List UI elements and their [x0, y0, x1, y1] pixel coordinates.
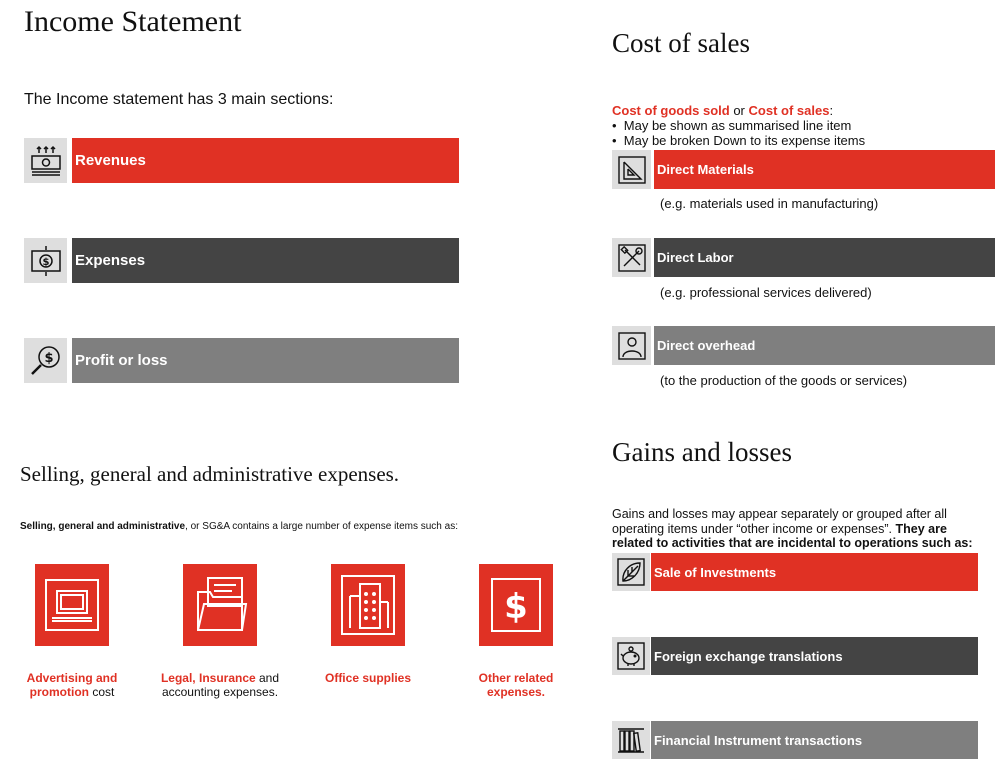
cost-of-sales-description: [612, 103, 997, 148]
gains-title: Gains and losses: [612, 437, 792, 467]
computer-icon: [35, 564, 109, 646]
folder-icon: [183, 564, 257, 646]
tools-icon: [612, 238, 651, 277]
dollar-icon: [479, 564, 553, 646]
sga-title: Selling, general and administrative expenses.: [20, 462, 400, 486]
sga-description-rest: , or SG&A contains a large number of expense items such as:: [185, 521, 458, 532]
page-title: Income Statement: [24, 5, 242, 38]
income-intro: The Income statement has 3 main sections:: [24, 91, 334, 108]
sga-caption-advertising: [20, 671, 124, 699]
cost-bar-direct-overhead: [654, 326, 995, 365]
cost-bar-direct-materials: [654, 150, 995, 189]
cogs-term: Cost of goods sold: [612, 103, 730, 118]
cost-of-sales-title: Cost of sales: [612, 28, 750, 58]
books-icon: [612, 721, 650, 759]
sga-caption-rest: cost: [88, 685, 115, 699]
sga-caption-highlight: Legal, Insurance: [160, 671, 256, 685]
money-bill-icon: [24, 238, 67, 283]
gains-item-label: Financial Instrument transactions: [654, 732, 863, 748]
cost-item-label: Direct overhead: [657, 338, 756, 353]
cost-bar-direct-labor: [654, 238, 995, 277]
cost-item-label: Direct Labor: [657, 250, 734, 265]
or-text: or: [729, 103, 749, 118]
cost-item-label: Direct Materials: [657, 162, 754, 177]
svg-text:$: $: [504, 587, 528, 627]
gains-item-label: Foreign exchange translations: [654, 648, 843, 664]
section-label: Expenses: [75, 252, 146, 269]
person-icon: [612, 326, 651, 365]
svg-text:$: $: [42, 256, 49, 268]
section-label: Revenues: [75, 152, 146, 169]
sga-description: [20, 521, 458, 532]
gains-bar-financial-instrument: [651, 721, 978, 759]
colon-text: :: [829, 103, 834, 118]
section-bar-profit-or-loss: [72, 338, 459, 383]
piggy-bank-icon: [612, 637, 650, 675]
cost-item-caption: (e.g. professional services delivered): [660, 285, 872, 300]
sga-term: Selling, general and administrative: [20, 521, 186, 532]
gains-bar-foreign-exchange: [651, 637, 978, 675]
cost-item-caption: (e.g. materials used in manufacturing): [660, 196, 879, 211]
svg-text:$: $: [43, 350, 54, 366]
cost-of-sales-term: Cost of sales: [748, 103, 830, 118]
money-stack-icon: [24, 138, 67, 183]
sga-caption-office: [318, 671, 418, 685]
bullet-item: • May be shown as summarised line item: [612, 118, 997, 133]
gains-description-text: Gains and losses may appear separately or grouped after all operating items under “other income or expenses”.: [612, 507, 947, 536]
magnifier-dollar-icon: [24, 338, 67, 383]
section-label: Profit or loss: [75, 352, 168, 369]
triangle-ruler-icon: [612, 150, 651, 189]
sga-caption-other: [476, 671, 556, 699]
gains-description-bold: They are related to activities that are incidental to operations such as:: [612, 521, 973, 550]
sga-caption-highlight: Other related expenses.: [478, 671, 554, 699]
bullet-item: • May be broken Down to its expense items: [612, 133, 997, 148]
building-icon: [331, 564, 405, 646]
gains-description: [612, 507, 987, 551]
sga-caption-legal: [158, 671, 282, 699]
section-bar-revenues: [72, 138, 459, 183]
leaf-icon: [612, 553, 650, 591]
section-bar-expenses: [72, 238, 459, 283]
sga-caption-highlight: Office supplies: [324, 671, 412, 685]
gains-item-label: Sale of Investments: [654, 564, 777, 580]
gains-bar-sale-of-investments: [651, 553, 978, 591]
sga-caption-highlight: Advertising and promotion: [26, 671, 118, 699]
cost-item-caption: (to the production of the goods or services): [660, 373, 908, 388]
sga-caption-rest: and accounting expenses.: [161, 671, 280, 699]
